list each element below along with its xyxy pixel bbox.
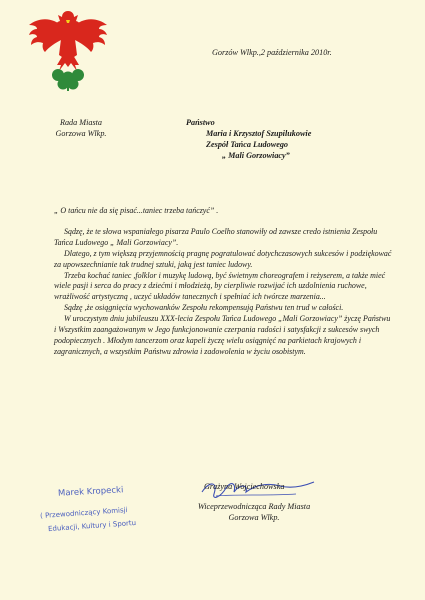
addressee-block bbox=[186, 117, 311, 161]
letter-date: Gorzów Wlkp.,2 października 2010r. bbox=[212, 48, 332, 57]
issuer-block bbox=[36, 117, 126, 139]
paragraph: Sądzę ,że osiągnięcia wychowanków Zespołu rekompensują Państwu ten trud w całości. bbox=[64, 303, 344, 313]
paragraph: Sądzę, że te słowa wspaniałego pisarza Paulo Coelho stanowiły od zawsze credo istnienia Zespołu Tańca Ludowego „ Mali Gorzowiacy”. bbox=[54, 226, 378, 247]
paragraph: Dlatego, z tym większą przyjemnością pragnę pogratulować dotychczasowych sukcesów i podziękować za upowszechnianie tak trudnej sztuki, jaką jest taniec ludowy. bbox=[54, 248, 392, 269]
addressee-line-3: „ Mali Gorzowiacy” bbox=[222, 151, 290, 160]
signatory-name: Grażyna Wojciechowska bbox=[204, 482, 285, 491]
issuer-line-1: Rada Miasta bbox=[59, 118, 103, 127]
eagle-crest-logo bbox=[25, 5, 111, 91]
addressee-greeting: Państwo bbox=[186, 118, 215, 127]
addressee-line-2: Zespół Tańca Ludowego bbox=[206, 140, 289, 149]
handwritten-line-2: ( Przewodniczący Komisji bbox=[39, 505, 128, 521]
handwritten-line-3: Edukacji, Kultury i Sportu bbox=[47, 518, 137, 534]
signatory-title bbox=[196, 501, 312, 523]
handwritten-name: Marek Kropecki bbox=[57, 485, 124, 499]
opening-quote: „ O tańcu nie da się pisać...taniec trzeba tańczyć” . bbox=[54, 206, 219, 215]
paragraph: Trzeba kochać taniec ,folklor i muzykę ludową, być świetnym choreografem i reżyserem, a także mieć wiele pasji i serca do pracy z dziećmi i młodzieżą, by cierpliwie rozwijać ich uzdolnienia ruchowe, wrażliwość artystyczną , uczyć układów tanecznych i spełniać ich twórcze marzenia... bbox=[54, 270, 386, 302]
letter-body bbox=[54, 206, 394, 358]
signatory-title-line-1: Wiceprzewodnicząca Rady Miasta bbox=[197, 502, 311, 511]
addressee-line-1: Maria i Krzysztof Szupilukowie bbox=[206, 129, 312, 138]
signatory-title-line-2: Gorzowa Wlkp. bbox=[228, 513, 280, 522]
issuer-line-2: Gorzowa Wlkp. bbox=[55, 129, 107, 138]
paragraph: W uroczystym dniu jubileuszu XXX-lecia Zespołu Tańca Ludowego „Mali Gorzowiacy” życzę Państwu i Wszystkim zaangażowanym w Jego funkcjonowanie czerpania radości i satysfakcji z sukcesów swych podopiecznych . Młodym tancerzom oraz kapeli życzę wielu osiągnięć na parkietach krajowych i zagranicznych, a wszystkim Państwu zdrowia i zadowolenia w życiu osobistym. bbox=[54, 314, 391, 356]
